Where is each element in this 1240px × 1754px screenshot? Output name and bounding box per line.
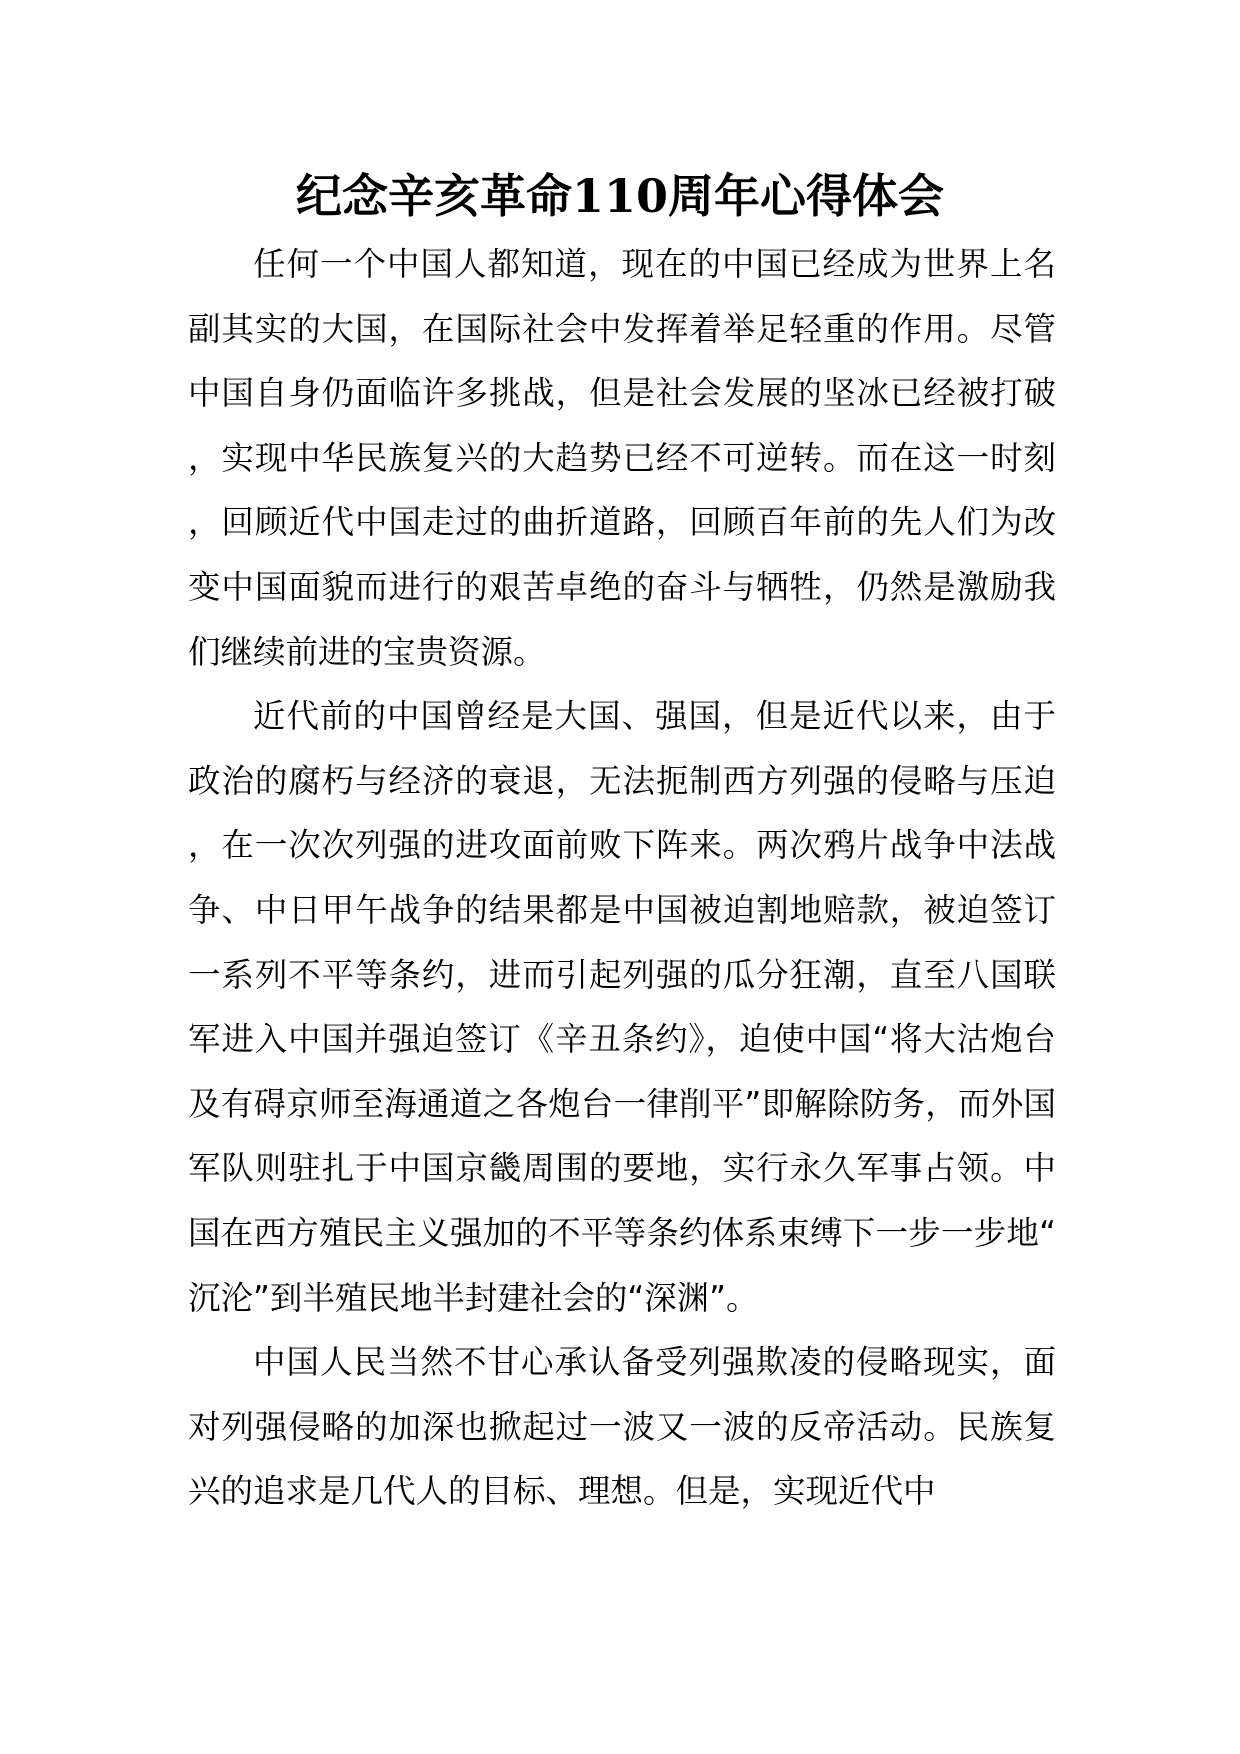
document-title: 纪念辛亥革命110周年心得体会 xyxy=(295,169,945,223)
paragraph-2: 近代前的中国曾经是大国、强国，但是近代以来，由于政治的腐朽与经济的衰退，无法扼制西方列强的侵略与压迫，在一次次列强的进攻面前败下阵来。两次鸦片战争中法战争、中日甲午战争的结果都是中国被迫割地赔款，被迫签订一系列不平等条约，进而引起列强的瓜分狂潮，直至八国联军进入中国并强迫签订《辛丑条约》，迫使中国“将大沽炮台及有碍京师至海通道之各炮台一律削平”即解除防务，而外国军队则驻扎于中国京畿周围的要地，实行永久军事占领。中国在西方殖民主义强加的不平等条约体系束缚下一步一步地“沉沦”到半殖民地半封建社会的“深渊”。 xyxy=(188,697,1056,1317)
paragraph-1: 任何一个中国人都知道，现在的中国已经成为世界上名副其实的大国，在国际社会中发挥着举足轻重的作用。尽管中国自身仍面临许多挑战，但是社会发展的坚冰已经被打破，实现中华民族复兴的大趋势已经不可逆转。而在这一时刻，回顾近代中国走过的曲折道路，回顾百年前的先人们为改变中国面貌而进行的艰苦卓绝的奋斗与牺牲，仍然是激励我们继续前进的宝贵资源。 xyxy=(188,245,1056,671)
paragraph-3: 中国人民当然不甘心承认备受列强欺凌的侵略现实，面对列强侵略的加深也掀起过一波又一波的反帝活动。民族复兴的追求是几代人的目标、理想。但是，实现近代中 xyxy=(188,1343,1056,1511)
document-body xyxy=(188,232,1056,1524)
